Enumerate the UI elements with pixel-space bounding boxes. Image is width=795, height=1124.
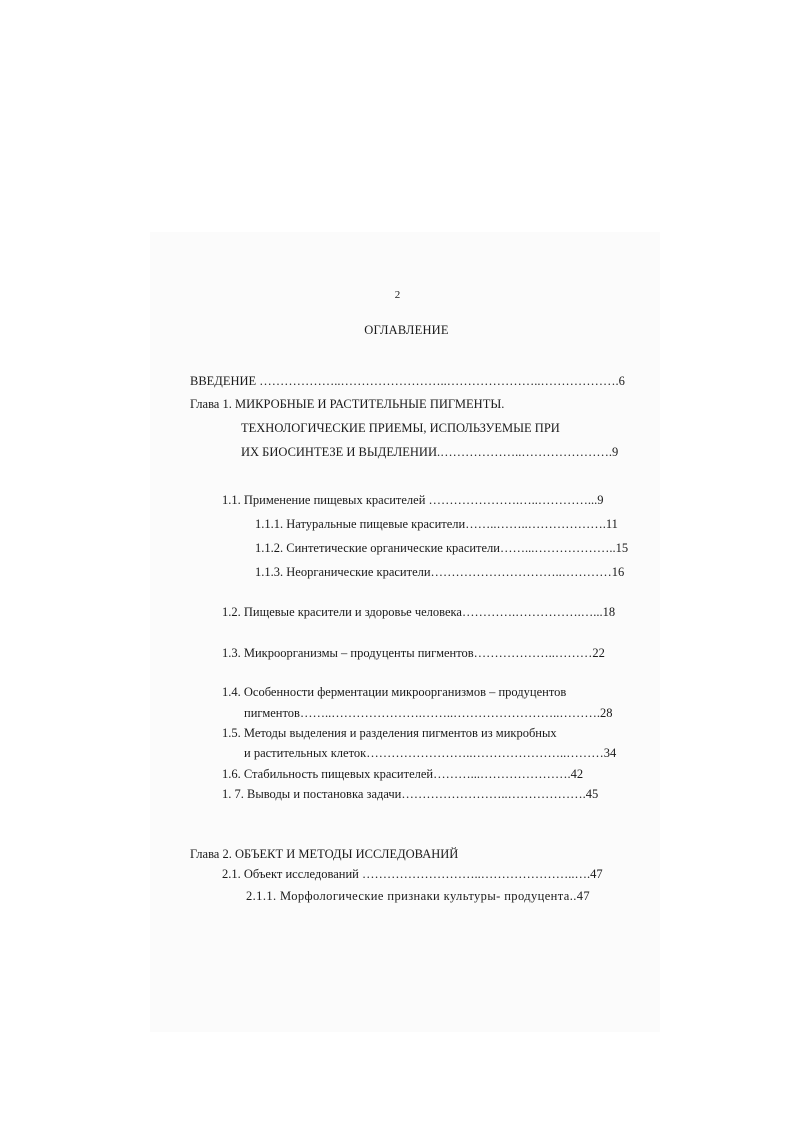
toc-chapter-1-heading: Глава 1. МИКРОБНЫЕ И РАСТИТЕЛЬНЫЕ ПИГМЕНТЫ. bbox=[190, 397, 505, 411]
toc-entry-1-7: 1. 7. Выводы и постановка задачи……………………..……………….45 bbox=[222, 787, 599, 801]
toc-entry-1-5-cont: и растительных клеток……………………..…………………..………34 bbox=[244, 746, 617, 760]
toc-entry-1-1-3: 1.1.3. Неорганические красители…………………………..…………16 bbox=[255, 565, 625, 579]
toc-entry-1-6: 1.6. Стабильность пищевых красителей………...………………….42 bbox=[222, 767, 584, 781]
toc-entry-1-5: 1.5. Методы выделения и разделения пигментов из микробных bbox=[222, 726, 557, 740]
toc-chapter-1-heading-cont: ТЕХНОЛОГИЧЕСКИЕ ПРИЕМЫ, ИСПОЛЬЗУЕМЫЕ ПРИ bbox=[241, 421, 560, 435]
toc-entry-1-4-cont: пигментов……..………………….……..……………………..……….28 bbox=[244, 706, 613, 720]
page-number: 2 bbox=[394, 289, 401, 301]
toc-chapter-1-heading-end: ИХ БИОСИНТЕЗЕ И ВЫДЕЛЕНИИ.………………..………………….9 bbox=[241, 445, 619, 459]
toc-entry-1-4: 1.4. Особенности ферментации микроорганизмов – продуцентов bbox=[222, 685, 567, 699]
toc-entry-introduction: ВВЕДЕНИЕ ………………..……………………..…………………..……………….6 bbox=[190, 374, 625, 388]
toc-entry-1-1-2: 1.1.2. Синтетические органические красители……...………………..15 bbox=[255, 541, 629, 555]
toc-entry-1-2: 1.2. Пищевые красители и здоровье человека………….…………….…...18 bbox=[222, 605, 616, 619]
toc-chapter-2-heading: Глава 2. ОБЪЕКТ И МЕТОДЫ ИССЛЕДОВАНИЙ bbox=[190, 847, 459, 861]
toc-entry-2-1-1: 2.1.1. Морфологические признаки культуры- продуцента..47 bbox=[246, 889, 591, 903]
scanned-page bbox=[150, 232, 660, 1032]
toc-entry-2-1: 2.1. Объект исследований ………………………..…………………..….47 bbox=[222, 867, 603, 881]
toc-entry-1-3: 1.3. Микроорганизмы – продуценты пигментов………………..………22 bbox=[222, 646, 605, 660]
toc-entry-1-1-1: 1.1.1. Натуральные пищевые красители……..……..……………….11 bbox=[255, 517, 618, 531]
toc-title: ОГЛАВЛЕНИЕ bbox=[364, 323, 449, 337]
toc-entry-1-1: 1.1. Применение пищевых красителей ………………….…..…………...9 bbox=[222, 493, 604, 507]
